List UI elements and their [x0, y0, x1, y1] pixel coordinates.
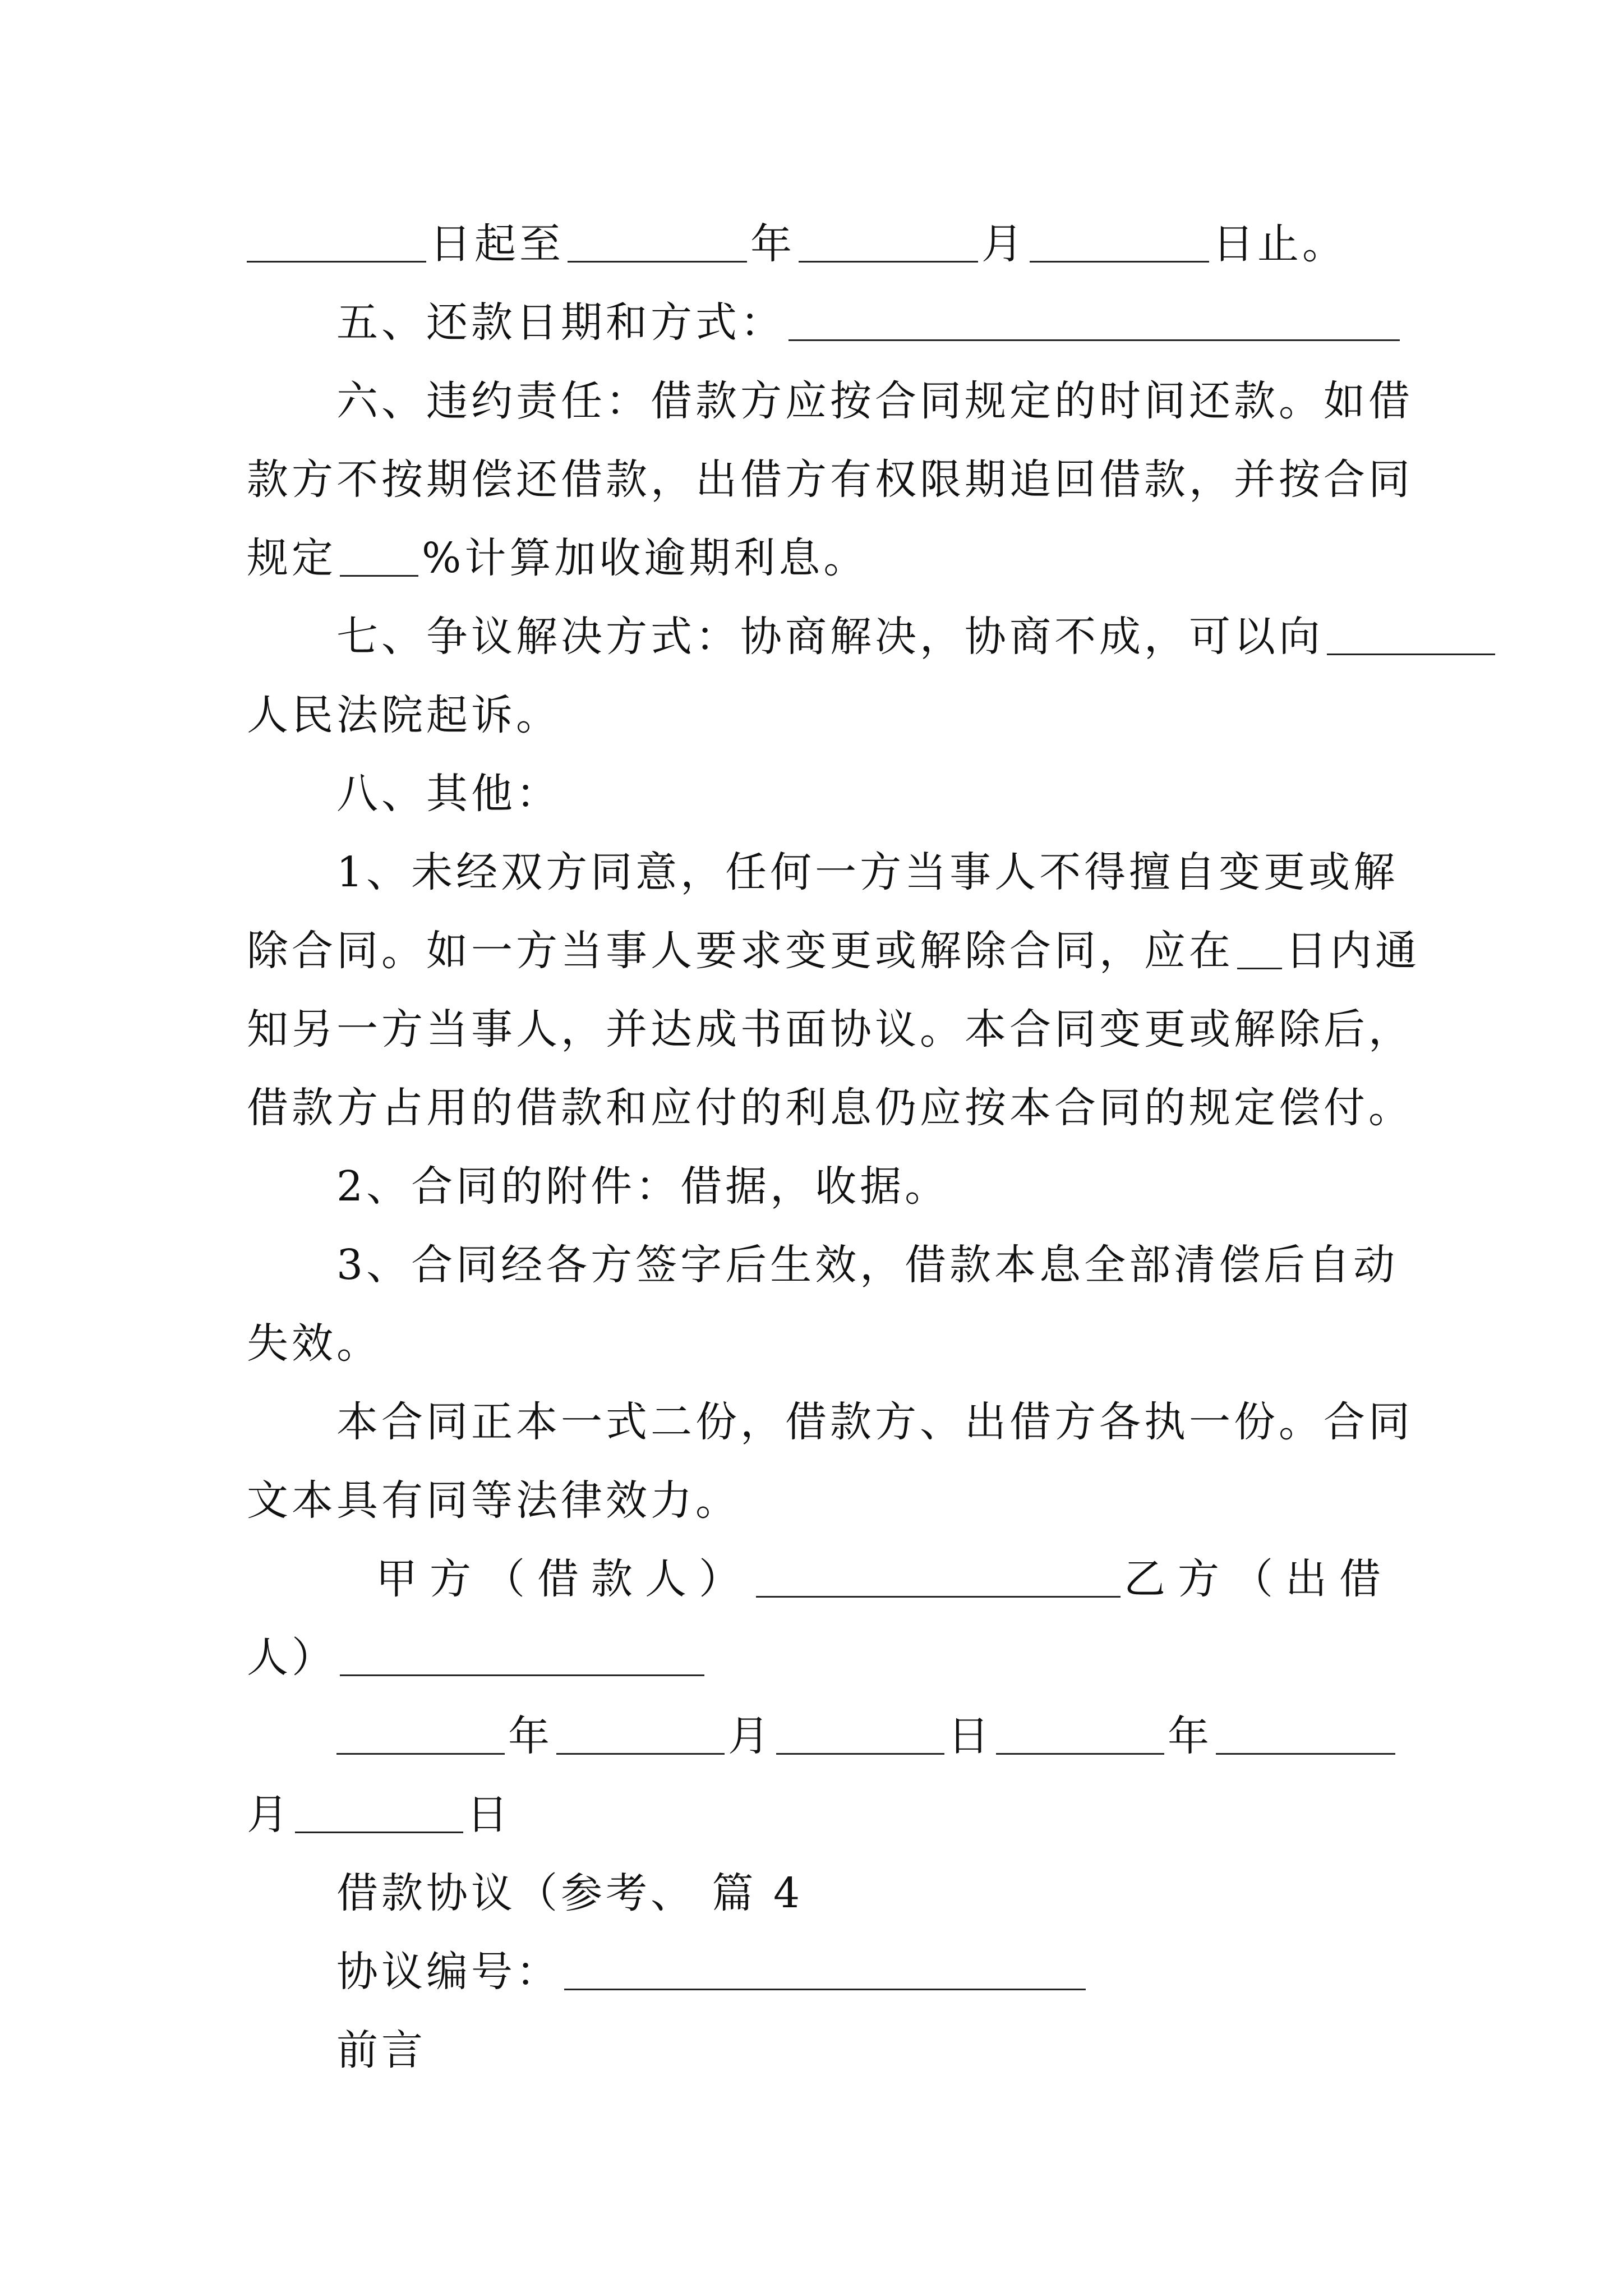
text: 日: [948, 1712, 993, 1760]
penalty-rate-blank[interactable]: [340, 540, 418, 577]
date-line: [247, 1775, 1385, 1854]
clause-8-1-text: 借款方占用的借款和应付的利息仍应按本合同的规定偿付。: [247, 1084, 1413, 1132]
date-range-line: [247, 205, 1385, 283]
repayment-method-blank[interactable]: [789, 305, 1400, 341]
clause-8-heading: 八、其他：: [336, 770, 561, 818]
paragraph-line: [247, 990, 1413, 1069]
paragraph-line: [336, 754, 1385, 833]
preface-heading: 前言: [336, 2026, 426, 2074]
text: 月: [247, 1791, 292, 1839]
clause-8-3-text: 3、合同经各方签字后生效，借款本息全部清偿后自动: [336, 1241, 1399, 1289]
party-b-signature-blank[interactable]: [340, 1640, 704, 1676]
text: 月: [728, 1712, 773, 1760]
paragraph-line: [247, 440, 1413, 519]
paragraph-line: [336, 1226, 1399, 1304]
party-a-year-blank[interactable]: [336, 1718, 505, 1755]
paragraph-line: [336, 833, 1399, 912]
clause-7-text: 七、争议解决方式：协商解决，协商不成，可以向: [336, 613, 1324, 661]
clause-8-1-text: 1、未经双方同意，任何一方当事人不得擅自变更或解: [336, 848, 1399, 896]
party-a-signature-blank[interactable]: [756, 1561, 1121, 1598]
clause-8-2-text: 2、合同的附件：借据，收据。: [336, 1162, 950, 1211]
paragraph-line: [247, 912, 1420, 990]
clause-5-heading: 五、还款日期和方式：: [336, 298, 785, 347]
party-b-day-blank[interactable]: [295, 1797, 463, 1833]
clause-8-3-text: 失效。: [247, 1319, 381, 1368]
clause-6-text: %计算加收逾期利息。: [422, 534, 869, 582]
paragraph-line: [336, 1383, 1413, 1461]
paragraph-line: [336, 1147, 1385, 1226]
clause-6-text: 款方不按期偿还借款，出借方有权限期追回借款，并按合同: [247, 455, 1413, 504]
text: 月: [981, 220, 1026, 268]
agreement-number-line: [336, 1932, 1385, 2011]
party-b-label: 人）: [247, 1634, 336, 1682]
clause-6-text: 规定: [247, 534, 336, 582]
clause-7-text: 人民法院起诉。: [247, 691, 561, 739]
start-day-blank[interactable]: [247, 226, 426, 263]
paragraph-line: [247, 1461, 1385, 1540]
signature-line: [247, 1618, 1385, 1697]
text: 年: [750, 220, 795, 268]
agreement-number-label: 协议编号：: [336, 1948, 561, 1996]
clause-6-text: 六、违约责任：借款方应按合同规定的时间还款。如借: [336, 377, 1413, 425]
end-year-blank[interactable]: [568, 226, 747, 263]
section-title: [336, 1854, 1385, 1932]
copies-text: 本合同正本一式二份，借款方、出借方各执一份。合同: [336, 1398, 1413, 1446]
paragraph-line: [247, 519, 1385, 597]
party-a-label: 甲方（借款人）: [376, 1555, 753, 1603]
paragraph-line: [336, 362, 1413, 440]
agreement-number-blank[interactable]: [564, 1954, 1086, 1990]
paragraph-line: [247, 1069, 1413, 1147]
clause-8-1-text: 知另一方当事人，并达成书面协议。本合同变更或解除后，: [247, 1005, 1413, 1053]
preface-heading-line: [336, 2011, 1385, 2090]
party-b-label: 乙方（出借: [1124, 1555, 1393, 1603]
paragraph-line: [336, 597, 1385, 676]
paragraph-line: [247, 676, 1385, 754]
end-day-blank[interactable]: [1030, 226, 1209, 263]
repayment-method-line: [336, 283, 1385, 362]
clause-8-1-text: 除合同。如一方当事人要求变更或解除合同，应在: [247, 927, 1234, 975]
text: 日: [467, 1791, 511, 1839]
text: 年: [508, 1712, 553, 1760]
signature-line: [376, 1540, 1393, 1618]
clause-8-1-text: 日内通: [1285, 927, 1420, 975]
court-blank[interactable]: [1327, 619, 1495, 655]
text: 日起至: [430, 220, 564, 268]
notice-days-blank[interactable]: [1237, 933, 1282, 969]
copies-text: 文本具有同等法律效力。: [247, 1476, 740, 1525]
party-a-month-blank[interactable]: [556, 1718, 725, 1755]
party-b-year-blank[interactable]: [996, 1718, 1164, 1755]
party-a-day-blank[interactable]: [776, 1718, 944, 1755]
agreement-title: 借款协议（参考、 篇 4: [336, 1869, 804, 1917]
paragraph-line: [247, 1304, 1385, 1383]
text: 年: [1168, 1712, 1212, 1760]
text: 日止。: [1212, 220, 1347, 268]
date-line: [336, 1697, 1385, 1775]
party-b-month-blank[interactable]: [1216, 1718, 1395, 1755]
end-month-blank[interactable]: [799, 226, 978, 263]
